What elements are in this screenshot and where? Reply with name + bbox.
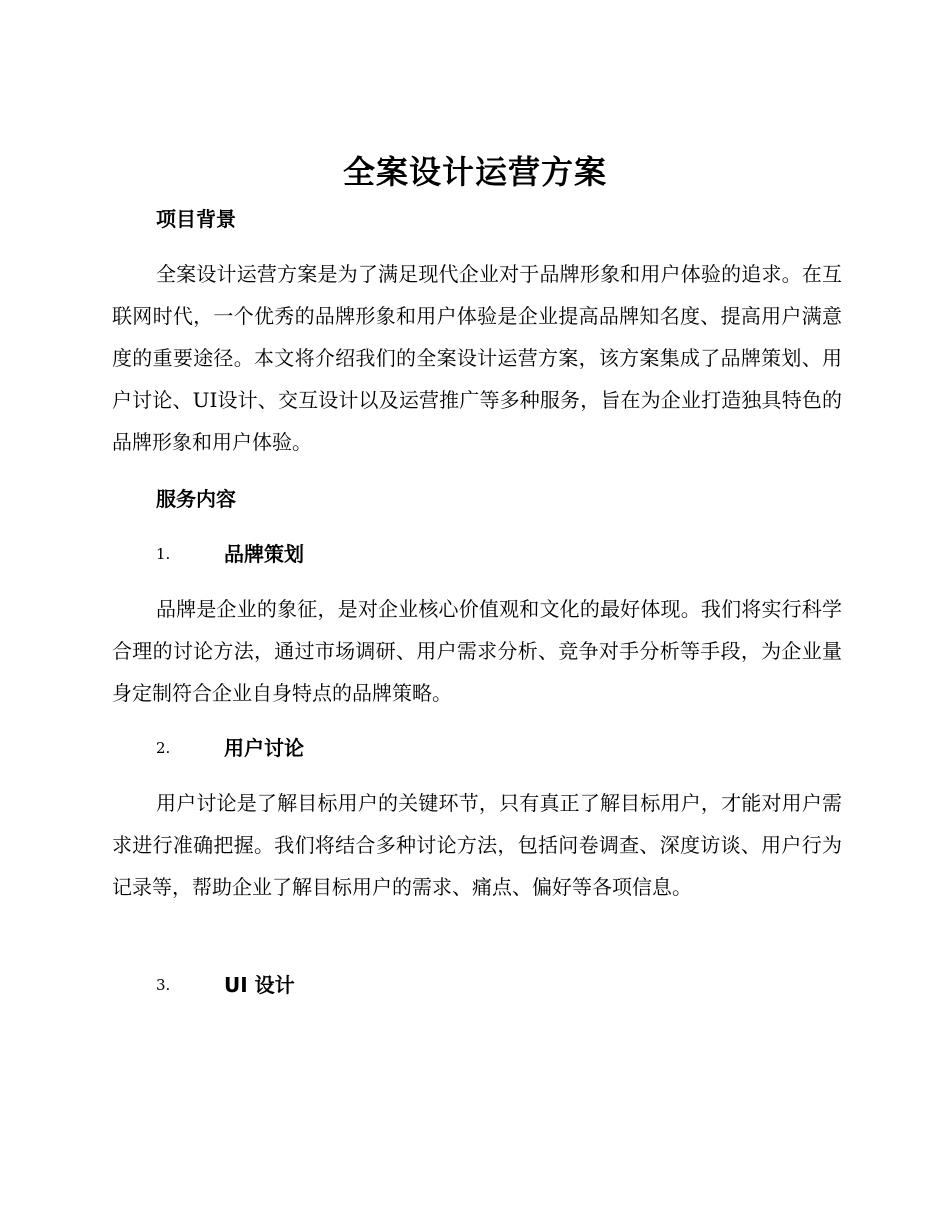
list-number: 2.	[156, 739, 171, 757]
document-title: 全案设计运营方案	[342, 153, 607, 191]
section-heading-services: 服务内容	[156, 487, 236, 511]
user-research-paragraph: 用户讨论是了解目标用户的关键环节，只有真正了解目标用户，才能对用户需求进行准确把握。我们将结合多种讨论方法，包括问卷调查、深度访谈、用户行为记录等，帮助企业了解目标用户的需求、痛点、偏好等各项信息。	[112, 791, 842, 899]
background-paragraph: 全案设计运营方案是为了满足现代企业对于品牌形象和用户体验的追求。在互联网时代，一个优秀的品牌形象和用户体验是企业提高品牌知名度、提高用户满意度的重要途径。本文将介绍我们的全案设计运营方案，该方案集成了品牌策划、用户讨论、UI设计、交互设计以及运营推广等多种服务，旨在为企业打造独具特色的品牌形象和用户体验。	[112, 262, 842, 454]
list-label: UI 设计	[224, 973, 295, 997]
list-label: 用户讨论	[224, 736, 304, 760]
section-heading-background: 项目背景	[156, 207, 236, 231]
list-number: 3.	[156, 976, 171, 994]
list-number: 1.	[156, 545, 171, 563]
brand-planning-paragraph: 品牌是企业的象征，是对企业核心价值观和文化的最好体现。我们将实行科学合理的讨论方法，通过市场调研、用户需求分析、竞争对手分析等手段，为企业量身定制符合企业自身特点的品牌策略。	[112, 597, 842, 705]
list-label: 品牌策划	[224, 542, 304, 566]
